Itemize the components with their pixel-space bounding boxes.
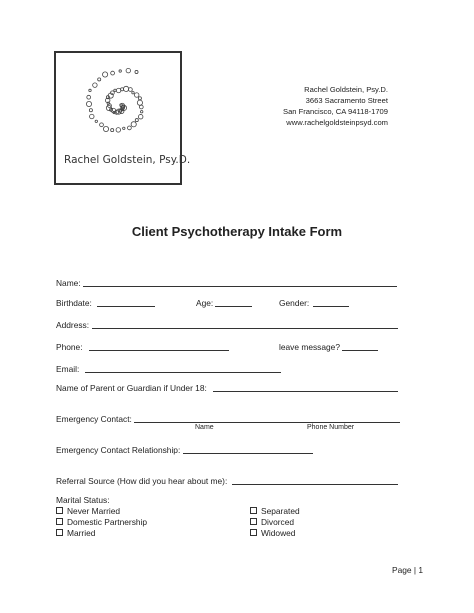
referral-label: Referral Source (How did you hear about me):: [56, 476, 228, 486]
email-label: Email:: [56, 364, 80, 374]
practice-city: San Francisco, CA 94118-1709: [283, 107, 388, 116]
practice-website: www.rachelgoldsteinpsyd.com: [286, 118, 388, 127]
emergency-contact-label: Emergency Contact:: [56, 414, 132, 424]
gender-field[interactable]: [313, 306, 349, 307]
emergency-contact-field[interactable]: [134, 422, 400, 423]
phone-label: Phone:: [56, 342, 83, 352]
practice-street: 3663 Sacramento Street: [305, 96, 388, 105]
checkbox-icon[interactable]: [56, 529, 63, 536]
guardian-field[interactable]: [213, 391, 398, 392]
form-title: Client Psychotherapy Intake Form: [131, 224, 343, 239]
emergency-name-sublabel: Name: [195, 424, 214, 431]
phone-field[interactable]: [89, 350, 229, 351]
practice-name: Rachel Goldstein, Psy.D.: [304, 85, 388, 94]
option-domestic-partnership[interactable]: Domestic Partnership: [56, 517, 147, 527]
address-label: Address:: [56, 320, 90, 330]
age-field[interactable]: [215, 306, 252, 307]
leave-message-label: leave message?: [279, 342, 340, 352]
emergency-relationship-field[interactable]: [183, 453, 313, 454]
emergency-phone-sublabel: Phone Number: [307, 424, 355, 431]
checkbox-icon[interactable]: [56, 507, 63, 514]
option-divorced[interactable]: Divorced: [250, 517, 294, 527]
name-label: Name:: [56, 278, 81, 288]
checkbox-icon[interactable]: [56, 518, 63, 525]
checkbox-icon[interactable]: [250, 518, 257, 525]
leave-message-field[interactable]: [342, 350, 378, 351]
option-widowed[interactable]: Widowed: [250, 528, 295, 538]
gender-label: Gender:: [279, 298, 310, 308]
address-field[interactable]: [92, 328, 398, 329]
practice-address: [250, 84, 388, 128]
checkbox-icon[interactable]: [250, 507, 257, 514]
email-field[interactable]: [85, 372, 281, 373]
referral-field[interactable]: [232, 484, 398, 485]
page-number: Page | 1: [392, 565, 424, 575]
logo: [54, 51, 191, 185]
logo-caption: Rachel Goldstein, Psy.D.: [64, 154, 191, 166]
age-label: Age:: [196, 298, 214, 308]
marital-status-label: Marital Status:: [56, 495, 110, 505]
checkbox-icon[interactable]: [250, 529, 257, 536]
option-never-married[interactable]: Never Married: [56, 506, 120, 516]
emergency-relationship-label: Emergency Contact Relationship:: [56, 445, 181, 455]
guardian-label: Name of Parent or Guardian if Under 18:: [56, 383, 207, 393]
birthdate-label: Birthdate:: [56, 298, 92, 308]
birthdate-field[interactable]: [97, 306, 155, 307]
name-field[interactable]: [83, 286, 397, 287]
option-married[interactable]: Married: [56, 528, 95, 538]
spiral-logo-icon: [56, 53, 180, 153]
option-separated[interactable]: Separated: [250, 506, 300, 516]
